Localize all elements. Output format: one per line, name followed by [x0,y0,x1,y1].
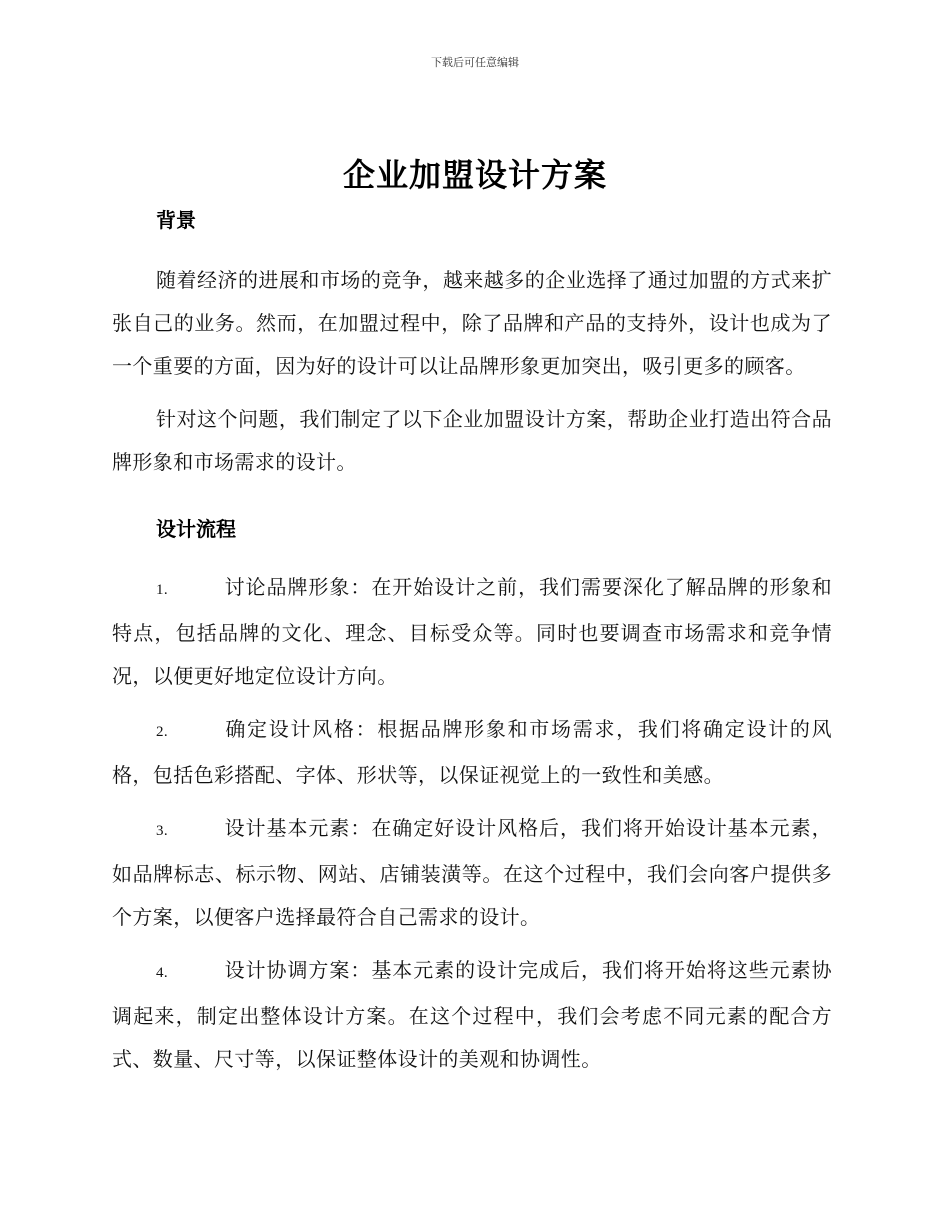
background-paragraph-2: 针对这个问题，我们制定了以下企业加盟设计方案，帮助企业打造出符合品牌形象和市场需求的设计。 [112,407,832,474]
section-heading-process: 设计流程 [156,517,236,541]
process-item-3 [112,807,832,939]
list-item-text: 设计协调方案：基本元素的设计完成后，我们将开始将这些元素协调起来，制定出整体设计方案。在这个过程中，我们会考虑不同元素的配合方式、数量、尺寸等，以保证整体设计的美观和协调性。 [112,958,832,1071]
document-title: 企业加盟设计方案 [342,156,607,194]
list-number: 2. [156,724,169,740]
list-item-text: 讨论品牌形象：在开始设计之前，我们需要深化了解品牌的形象和特点，包括品牌的文化、理念、目标受众等。同时也要调查市场需求和竞争情况，以便更好地定位设计方向。 [112,575,832,688]
list-number: 3. [156,823,169,839]
process-item-4 [112,949,832,1081]
list-item-text: 确定设计风格：根据品牌形象和市场需求，我们将确定设计的风格，包括色彩搭配、字体、形状等，以保证视觉上的一致性和美感。 [112,717,832,787]
list-item-text: 设计基本元素：在确定好设计风格后，我们将开始设计基本元素，如品牌标志、标示物、网站、店铺装潢等。在这个过程中，我们会向客户提供多个方案，以便客户选择最符合自己需求的设计。 [112,816,832,929]
process-item-1 [112,566,832,698]
background-paragraph-1: 随着经济的进展和市场的竞争，越来越多的企业选择了通过加盟的方式来扩张自己的业务。然而，在加盟过程中，除了品牌和产品的支持外，设计也成为了一个重要的方面，因为好的设计可以让品牌形象更加突出，吸引更多的顾客。 [112,268,832,378]
page-header: 下载后可任意编辑 [431,56,519,69]
list-number: 1. [156,582,169,598]
list-number: 4. [156,965,169,981]
process-item-2 [112,708,832,797]
document-body [112,205,832,1081]
section-heading-background: 背景 [156,208,196,232]
